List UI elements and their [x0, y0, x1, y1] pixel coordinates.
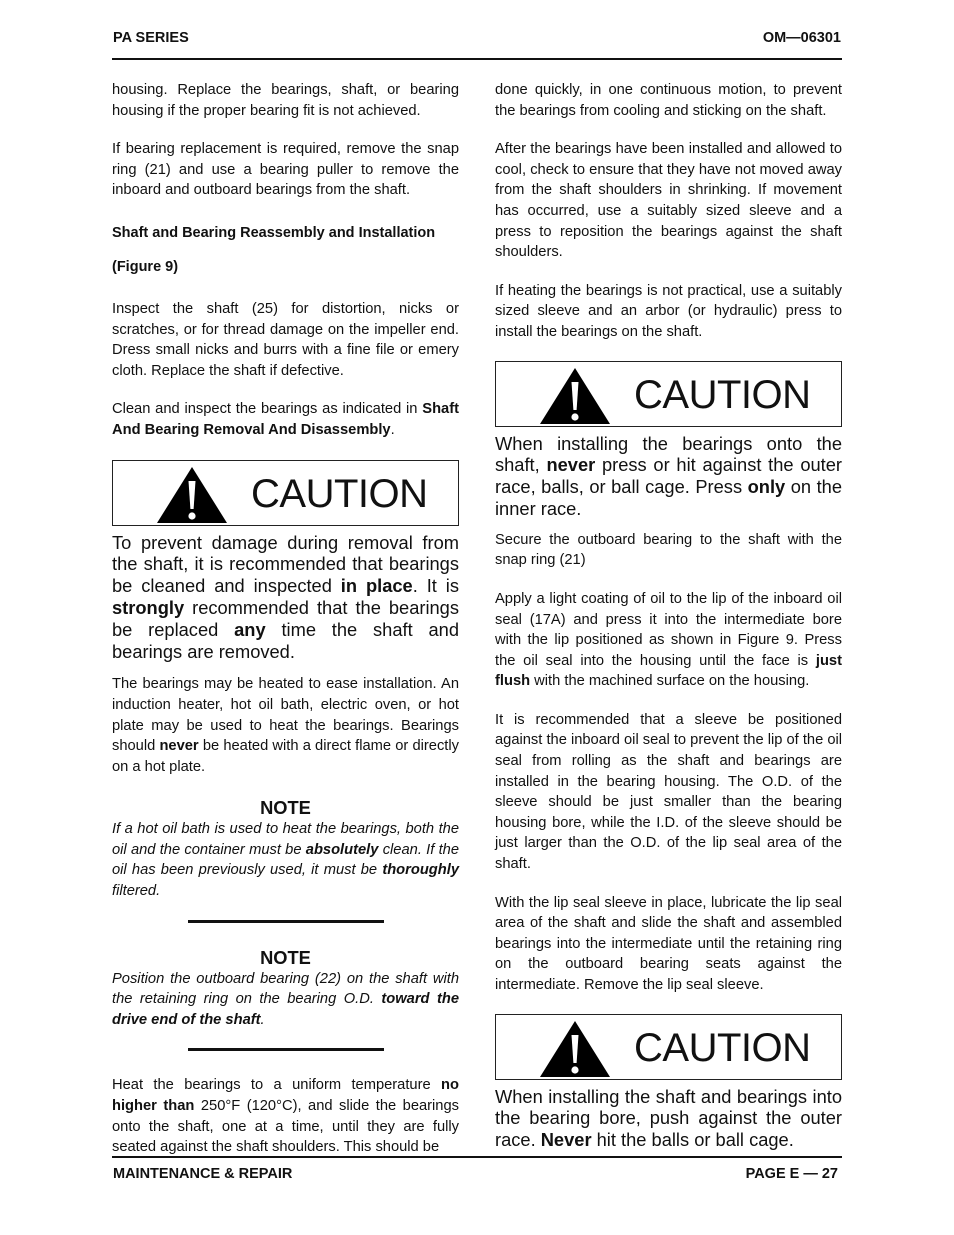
left-column	[112, 80, 459, 1158]
caution-label: CAUTION	[251, 471, 428, 516]
paragraph-inspect-shaft: Inspect the shaft (25) for distortion, nicks or scratches, or for thread damage on the impeller end. Dress small nicks and burrs with a fine file or emery cloth. Replace the shaft if defective.	[112, 300, 459, 379]
paragraph-heating: The bearings may be heated to ease installation. An induction heater, hot oil bath, electric oven, or hot plate may be used to heat the bearings. Bearings should never be heated with a direct flame or directly on a hot plate.	[112, 676, 459, 775]
caution-box-1	[112, 460, 459, 526]
footer-page-number: PAGE E — 27	[745, 1166, 838, 1182]
paragraph-heat-bearings: Heat the bearings to a uniform temperature no higher than 250°F (120°C), and slide the bearings onto the shaft, one at a time, until they are fully seated against the shaft shoulders. This should be	[112, 1077, 459, 1156]
footer-section: MAINTENANCE & REPAIR	[113, 1166, 293, 1182]
caution-label: CAUTION	[634, 372, 811, 417]
paragraph-sleeve: It is recommended that a sleeve be positioned against the inboard oil seal to prevent the lip of the oil seal from rolling as the shaft and bearings are installed in the bearing housing. The O.D. of the sleeve should be just smaller than the bearing housing bore, while the I.D. of the sleeve should be just larger than the O.D. of the lip seal area of the shaft.	[495, 711, 843, 873]
paragraph-secure-outboard: Secure the outboard bearing to the shaft with the snap ring (21)	[495, 531, 842, 569]
paragraph-bearing-replacement: If bearing replacement is required, remove the snap ring (21) and use a bearing puller to remove the inboard and outboard bearings from the shaft.	[112, 141, 459, 199]
section-figure-ref: (Figure 9)	[112, 258, 179, 275]
paragraph-after-install: After the bearings have been installed and allowed to cool, check to ensure that they have not moved away from the shaft shoulders in shrinking. If movement has occurred, use a suitably sized sleeve and a press to reposition the bearings against the shaft shoulders.	[495, 141, 842, 261]
note-text-2: Position the outboard bearing (22) on the shaft with the retaining ring on the bearing O.D. toward the drive end of the shaft.	[112, 970, 459, 1028]
footer-rule	[112, 1156, 842, 1158]
paragraph-apply-oil: Apply a light coating of oil to the lip of the inboard oil seal (17A) and press it into the intermediate bore with the lip positioned as shown in Figure 9. Press the oil seal into the housing until the face is just flush with the machined surface on the housing.	[495, 590, 842, 690]
header-doc-number: OM—06301	[762, 30, 841, 46]
note-divider-1	[188, 920, 384, 923]
note-title-1: NOTE	[260, 797, 311, 819]
warning-triangle-icon	[155, 465, 229, 525]
note-divider-2	[188, 1048, 384, 1051]
header-series: PA SERIES	[113, 30, 189, 46]
header-rule	[112, 58, 842, 60]
paragraph-clean-inspect: Clean and inspect the bearings as indicated in Shaft And Bearing Removal And Disassembly.	[112, 401, 459, 438]
paragraph-not-practical: If heating the bearings is not practical, use a suitably sized sleeve and an arbor (or hydraulic) press to install the bearings on the shaft.	[495, 282, 842, 340]
caution-text-2: When installing the bearings onto the shaft, never press or hit against the outer race, balls, or ball cage. Press only on the inner race.	[495, 432, 842, 519]
caution-text-1: To prevent damage during removal from the shaft, it is recommended that bearings be cleaned and inspected in place. It is strongly recommended that the bearings be replaced any time the shaft and bearings are removed.	[112, 531, 459, 662]
caution-box-2	[495, 361, 842, 427]
right-column	[495, 80, 842, 1151]
caution-label: CAUTION	[634, 1025, 811, 1070]
note-title-2: NOTE	[260, 946, 311, 968]
paragraph-done-quickly: done quickly, in one continuous motion, to prevent the bearings from cooling and sticking on the shaft.	[495, 82, 842, 119]
warning-triangle-icon	[538, 366, 612, 426]
paragraph-housing: housing. Replace the bearings, shaft, or bearing housing if the proper bearing fit is not achieved.	[112, 82, 459, 119]
note-text-1: If a hot oil bath is used to heat the bearings, both the oil and the container must be absolutely clean. If the oil has been previously used, it must be thoroughly filtered.	[112, 821, 459, 900]
section-heading: Shaft and Bearing Reassembly and Installation	[112, 224, 436, 241]
paragraph-lip-seal: With the lip seal sleeve in place, lubricate the lip seal area of the shaft and slide the shaft and assembled bearings into the intermediate until the retaining ring on the outboard bearing seats against the intermediate. Remove the lip seal sleeve.	[495, 894, 842, 993]
caution-box-3	[495, 1014, 842, 1080]
caution-text-3: When installing the shaft and bearings into the bearing bore, push against the outer race. Never hit the balls or ball cage.	[495, 1085, 842, 1151]
warning-triangle-icon	[538, 1019, 612, 1079]
